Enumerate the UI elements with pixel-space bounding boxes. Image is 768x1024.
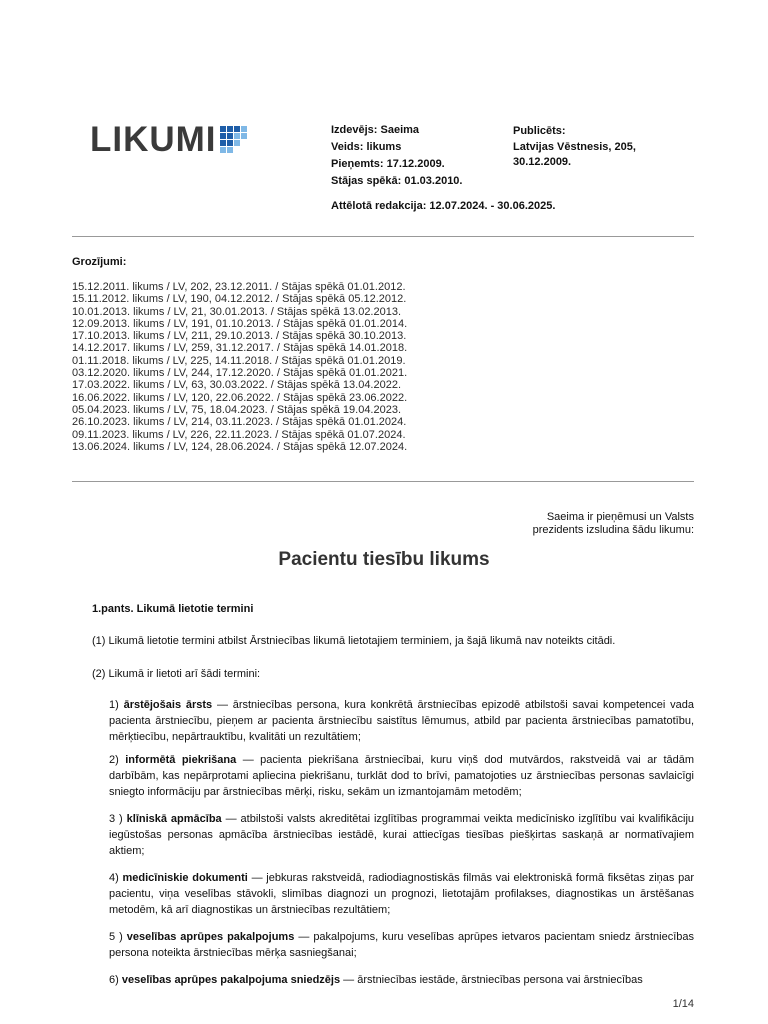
logo-grid-cell: [227, 140, 233, 146]
term-item: 1) ārstējošais ārsts — ārstniecības persona, kura konkrētā ārstniecības epizodē atbilstoši savai kompetencei vada pacienta ārstniecību, pieņem ar pacienta ārstniecību saistītus lēmumus, atbild par pacienta ārstniecības pamatotību, mērķtiecību, nepārtrauktību, kvalitāti un rezultātiem;: [109, 699, 695, 743]
logo-grid-cell: [241, 140, 247, 146]
logo-grid-cell: [234, 133, 240, 139]
amendment-item: 16.06.2022. likums / LV, 120, 22.06.2022. / Stājas spēkā 23.06.2022.: [72, 391, 408, 404]
logo-grid-cell: [234, 126, 240, 132]
logo-grid-cell: [220, 133, 226, 139]
amendment-item: 17.03.2022. likums / LV, 63, 30.03.2022. / Stājas spēkā 13.04.2022.: [72, 379, 402, 392]
header-meta-left: [331, 122, 501, 190]
logo-wordmark: LIKUMI: [90, 120, 217, 159]
enactment-formula: [533, 511, 694, 537]
published-label: Publicēts:: [513, 125, 566, 137]
term-item: 4) medicīniskie dokumenti — jebkuras rakstveidā, radiodiagnostiskās filmās vai elektroniskā formā fiksētas ziņas par pacientu, viņa veselības stāvokli, slimības diagnozi un prognozi, lietotajām profilakses, diagnostikas un ārstēšanas metodēm, kā arī diagnostikas un ārstniecības rezultātiem;: [109, 872, 694, 916]
logo-grid-cell: [241, 147, 247, 153]
published-value-line2: 30.12.2009.: [513, 156, 572, 168]
amendment-item: 10.01.2013. likums / LV, 21, 30.01.2013. / Stājas spēkā 13.02.2013.: [72, 305, 402, 318]
logo-grid-cell: [241, 133, 247, 139]
amendment-item: 01.11.2018. likums / LV, 225, 14.11.2018. / Stājas spēkā 01.01.2019.: [72, 354, 406, 367]
amendment-item: 09.11.2023. likums / LV, 226, 22.11.2023. / Stājas spēkā 01.07.2024.: [72, 428, 406, 441]
amendment-item: 15.12.2011. likums / LV, 202, 23.12.2011. / Stājas spēkā 01.01.2012.: [72, 281, 406, 293]
logo-grid-cell: [241, 126, 247, 132]
amendment-item: 26.10.2023. likums / LV, 214, 03.11.2023. / Stājas spēkā 01.01.2024.: [72, 416, 407, 429]
logo-grid-cell: [227, 126, 233, 132]
amendment-item: 14.12.2017. likums / LV, 259, 31.12.2017. / Stājas spēkā 14.01.2018.: [72, 342, 408, 355]
article-heading: 1.pants. Likumā lietotie termini: [92, 603, 254, 615]
article-paragraph-1: (1) Likumā lietotie termini atbilst Ārstniecības likumā lietotajiem terminiem, ja šajā likumā nav noteikts citādi.: [92, 635, 616, 647]
logo-grid-cell: [234, 140, 240, 146]
term-item: 6) veselības aprūpes pakalpojuma sniedzējs — ārstniecības iestāde, ārstniecības persona vai ārstniecības: [109, 974, 643, 986]
effective-field: Stājas spēkā: 01.03.2010.: [331, 175, 463, 187]
likumi-logo: [90, 122, 247, 157]
amendments-list: [72, 281, 407, 453]
amendment-item: 13.06.2024. likums / LV, 124, 28.06.2024. / Stājas spēkā 12.07.2024.: [72, 440, 408, 453]
amendment-item: 15.11.2012. likums / LV, 190, 04.12.2012. / Stājas spēkā 05.12.2012.: [72, 293, 407, 306]
term-item: 3 ) klīniskā apmācība — atbilstoši valsts akreditētai izglītības programmai veikta medicīnisko izglītību vai kvalifikāciju iegūstošas personas apmācība ārstniecības iestādē, kurai attiecīgas tiesības piešķirtas saskaņā ar normatīvajiem aktiem;: [109, 813, 695, 857]
amendment-item: 03.12.2020. likums / LV, 244, 17.12.2020. / Stājas spēkā 01.01.2021.: [72, 367, 408, 380]
logo-grid-cell: [234, 147, 240, 153]
published-value-line1: Latvijas Vēstnesis, 205,: [513, 140, 636, 153]
enactment-line2: prezidents izsludina šādu likumu:: [532, 524, 694, 536]
displayed-edition: Attēlotā redakcija: 12.07.2024. - 30.06.2025.: [331, 200, 556, 212]
term-item: 2) informētā piekrišana — pacienta piekrišana ārstniecībai, kuru viņš dod mutvārdos, rakstveidā vai ar tādām darbībām, kas nepārprotami apliecina piekrišanu, turklāt dod to brīvi, pamatojoties uz ārstniecības personas savlaicīgi sniegto informāciju par ārstniecības mērķi, risku, sekām un izmantojamām metodēm;: [109, 754, 695, 798]
amendments-title: Grozījumi:: [72, 256, 127, 268]
header-meta-right: [513, 124, 683, 171]
logo-grid-cell: [227, 133, 233, 139]
logo-grid-cell: [220, 126, 226, 132]
logo-grid-cell: [220, 147, 226, 153]
type-field: Veids: likums: [331, 141, 402, 153]
amendment-item: 17.10.2013. likums / LV, 211, 29.10.2013. / Stājas spēkā 30.10.2013.: [72, 330, 407, 343]
divider-top: [72, 236, 694, 237]
page-number: 1/14: [672, 998, 694, 1010]
term-item: 5 ) veselības aprūpes pakalpojums — pakalpojums, kuru veselības aprūpes ietvaros pacientam sniedz ārstniecības persona noteikta ārstniecības mērķa sasniegšanai;: [109, 931, 695, 959]
amendment-item: 05.04.2023. likums / LV, 75, 18.04.2023. / Stājas spēkā 19.04.2023.: [72, 403, 402, 416]
logo-grid-mark: [220, 126, 247, 153]
article-paragraph-2: (2) Likumā ir lietoti arī šādi termini:: [92, 668, 261, 680]
logo-grid-cell: [227, 147, 233, 153]
logo-grid-cell: [220, 140, 226, 146]
divider-bottom: [72, 481, 694, 482]
publisher-field: Izdevējs: Saeima: [331, 124, 420, 136]
amendment-item: 12.09.2013. likums / LV, 191, 01.10.2013. / Stājas spēkā 01.01.2014.: [72, 317, 408, 330]
adopted-field: Pieņemts: 17.12.2009.: [331, 158, 445, 170]
enactment-line1: Saeima ir pieņēmusi un Valsts: [546, 511, 694, 523]
law-title: Pacientu tiesību likums: [278, 549, 490, 570]
